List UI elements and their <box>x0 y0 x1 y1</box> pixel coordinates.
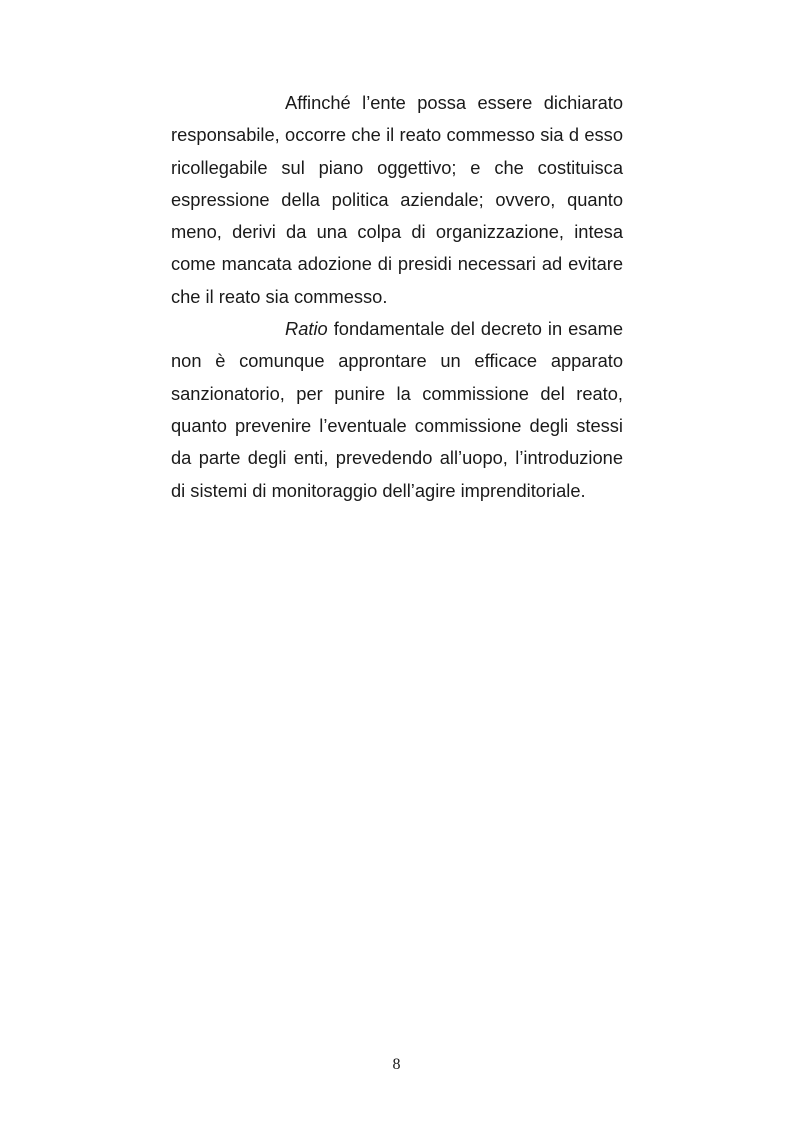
body-text <box>171 87 623 507</box>
page-number: 8 <box>392 1056 401 1073</box>
paragraph-2 <box>171 313 623 507</box>
paragraph-2-italic-lead: Ratio <box>285 318 328 340</box>
paragraph-1 <box>171 87 623 313</box>
paragraph-1-text: Affinché l’ente possa essere dichiarato responsabile, occorre che il reato commesso sia d esso ricollegabile sul piano oggettivo; e che costituisca espressione della politica aziendale; ovvero, quanto meno, derivi da una colpa di organizzazione, intesa come mancata adozione di presidi necessari ad evitare che il reato sia commesso. <box>171 92 623 307</box>
paragraph-2-text: fondamentale del decreto in esame non è comunque approntare un efficace apparato sanzionatorio, per punire la commissione del reato, quanto prevenire l’eventuale commissione degli stessi da parte degli enti, prevedendo all’uopo, l’introduzione di sistemi di monitoraggio dell’agire imprenditoriale. <box>171 318 623 501</box>
